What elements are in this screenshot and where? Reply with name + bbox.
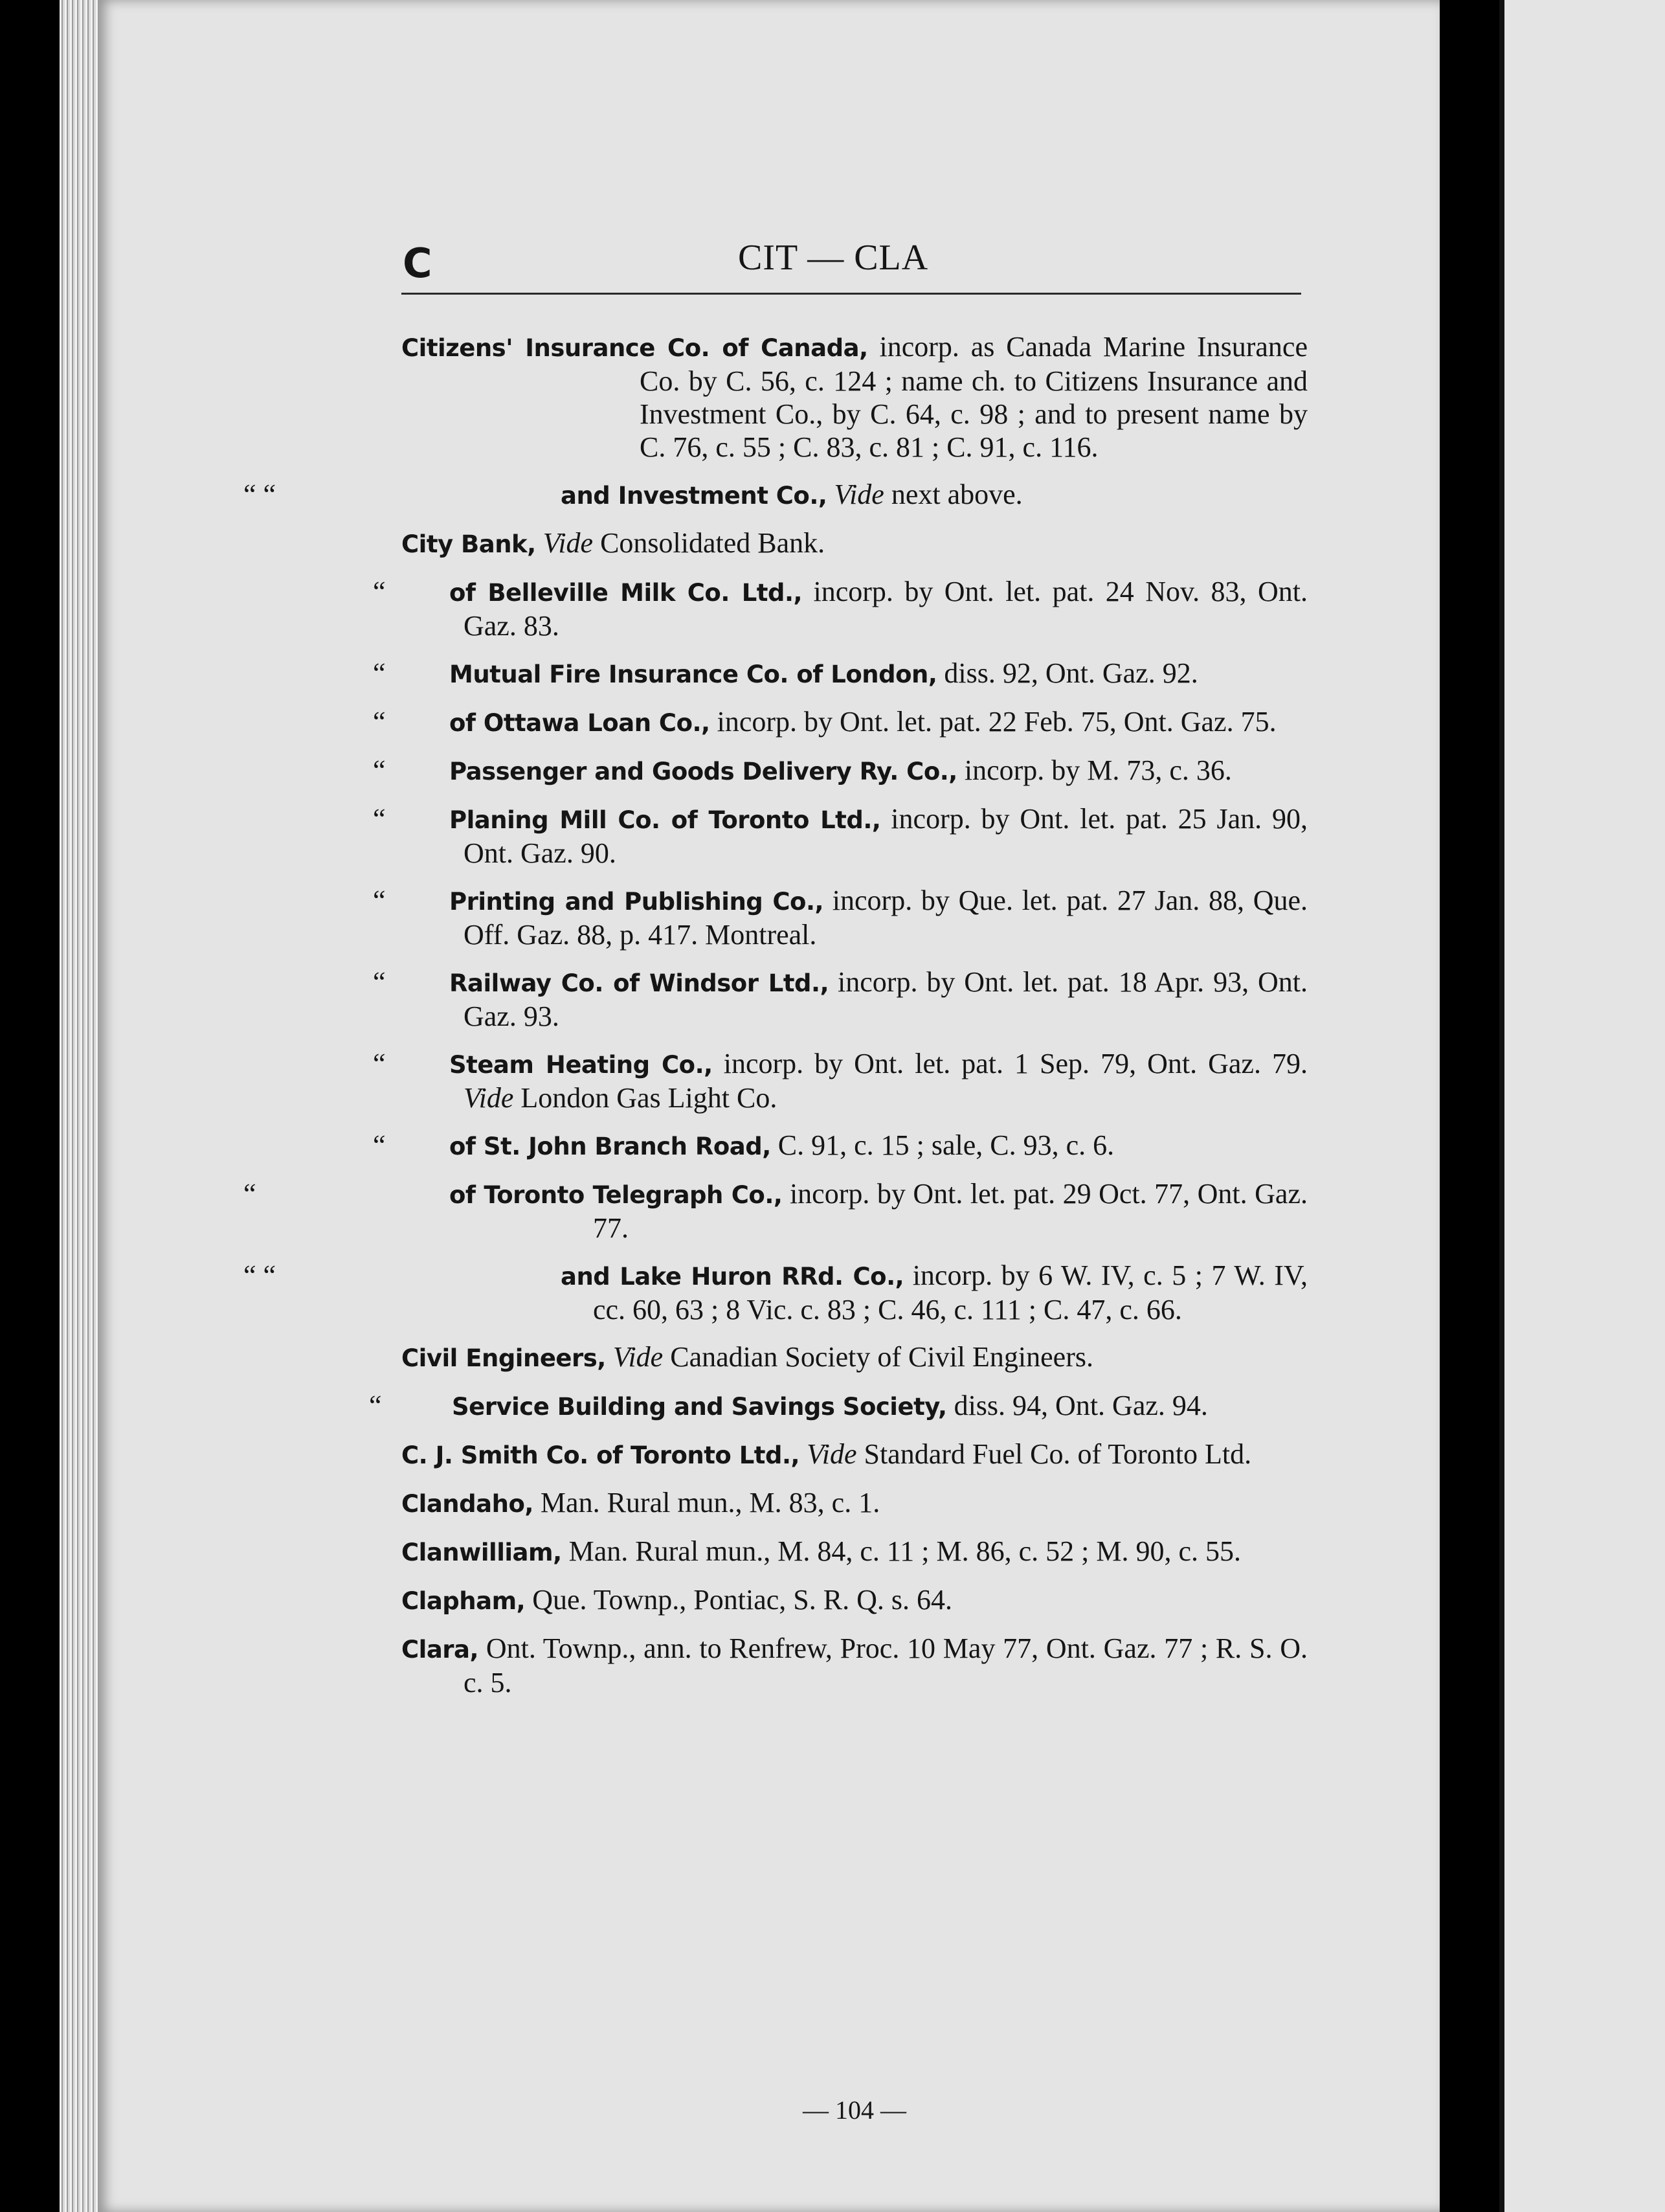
entry-head: Clandaho, (401, 1490, 533, 1518)
running-head: CIT — CLA (738, 238, 929, 278)
list-item (373, 965, 1308, 1033)
entry-text: Canadian Society of Civil Engineers. (663, 1341, 1093, 1373)
list-item (373, 754, 1308, 788)
ditto-mark: “ (373, 576, 386, 607)
entry-head: Steam Heating Co., (449, 1051, 713, 1079)
entry-text: incorp. by Ont. let. pat. 24 Nov. 83, Ont. Gaz. 83. (464, 576, 1308, 642)
entry-head: Clara, (401, 1636, 479, 1664)
list-item (373, 657, 1308, 691)
entry-text: incorp. as Canada Marine Insurance Co. by C. 56, c. 124 ; name ch. to Citizens Insurance and Investment Co., by C. 64, c. 98 ; and to present name by C. 76, c. 55 ; C. 83, c. 81 ; C. 91, c. 116. (640, 331, 1308, 463)
entry-text: Man. Rural mun., M. 84, c. 11 ; M. 86, c. 52 ; M. 90, c. 55. (561, 1535, 1242, 1567)
entry-text: incorp. by M. 73, c. 36. (957, 754, 1232, 786)
entry-text: incorp. by Ont. let. pat. 1 Sep. 79, Ont. Gaz. 79. (712, 1048, 1308, 1079)
entry-head: of Belleville Milk Co. Ltd., (449, 579, 803, 607)
ditto-mark: “ (373, 706, 386, 738)
header-rule (401, 293, 1301, 295)
page-content (243, 220, 1308, 2125)
ditto-mark: “ (373, 1048, 386, 1079)
entry-head: and Lake Huron RRd. Co., (561, 1263, 904, 1291)
entry-head: Railway Co. of Windsor Ltd., (449, 969, 829, 997)
entry-text: Consolidated Bank. (593, 527, 825, 559)
entry-list (243, 330, 1308, 1713)
entry-text: incorp. by Ont. let. pat. 22 Feb. 75, Ont. Gaz. 75. (710, 706, 1277, 738)
ditto-mark: “ “ (243, 479, 276, 510)
page-edges (60, 0, 98, 2212)
list-item (401, 1340, 1308, 1375)
entry-text: London Gas Light Co. (513, 1082, 777, 1114)
ditto-mark: “ (373, 966, 386, 998)
list-item (401, 526, 1308, 561)
entry-head: C. J. Smith Co. of Toronto Ltd., (401, 1441, 800, 1469)
entry-head: Service Building and Savings Society, (452, 1393, 947, 1421)
ditto-mark: “ (373, 803, 386, 835)
entry-text: diss. 92, Ont. Gaz. 92. (937, 657, 1198, 689)
entry-head: City Bank, (401, 530, 536, 558)
list-item (243, 1177, 1308, 1245)
entry-text: Man. Rural mun., M. 83, c. 1. (533, 1487, 880, 1518)
ditto-mark: “ (243, 1178, 256, 1210)
entry-head: of Toronto Telegraph Co., (449, 1181, 783, 1209)
entry-text: Ont. Townp., ann. to Renfrew, Proc. 10 May 77, Ont. Gaz. 77 ; R. S. O. c. 5. (464, 1632, 1308, 1699)
list-item (401, 1486, 1308, 1520)
list-item (401, 1583, 1308, 1618)
entry-head: Citizens' Insurance Co. of Canada, (401, 334, 868, 362)
entry-text: Standard Fuel Co. of Toronto Ltd. (856, 1438, 1252, 1470)
ditto-mark: “ (373, 754, 386, 786)
entry-text: Que. Townp., Pontiac, S. R. Q. s. 64. (525, 1584, 953, 1616)
entry-head: Clapham, (401, 1587, 526, 1615)
entry-text: C. 91, c. 15 ; sale, C. 93, c. 6. (770, 1129, 1115, 1161)
ditto-mark: “ (369, 1390, 382, 1421)
list-item (373, 1047, 1308, 1114)
entry-head: Clanwilliam, (401, 1539, 562, 1566)
entry-text: incorp. by Que. let. pat. 27 Jan. 88, Que. Off. Gaz. 88, p. 417. Montreal. (464, 885, 1308, 951)
entry-head: of St. John Branch Road, (449, 1133, 771, 1160)
list-item (373, 705, 1308, 739)
list-item (401, 1438, 1308, 1472)
entry-head: of Ottawa Loan Co., (449, 709, 710, 737)
list-item (373, 1129, 1308, 1163)
page-header (401, 220, 1308, 304)
entry-head: Passenger and Goods Delivery Ry. Co., (449, 758, 957, 785)
list-item (401, 1535, 1308, 1569)
list-item (401, 330, 1308, 464)
list-item (373, 884, 1308, 951)
list-item (243, 1259, 1308, 1326)
entry-head: Mutual Fire Insurance Co. of London, (449, 660, 937, 688)
list-item (401, 1632, 1308, 1699)
entry-text: incorp. by 6 W. IV, c. 5 ; 7 W. IV, cc. 60, 63 ; 8 Vic. c. 83 ; C. 46, c. 111 ; C. 47, c. 66. (593, 1259, 1308, 1326)
ditto-mark: “ “ (243, 1259, 276, 1291)
ditto-mark: “ (373, 657, 386, 689)
list-item (373, 802, 1308, 870)
list-item (243, 478, 1308, 512)
entry-head: Planing Mill Co. of Toronto Ltd., (449, 806, 881, 834)
vide-ref: Vide (834, 479, 884, 510)
entry-text: incorp. by Ont. let. pat. 29 Oct. 77, Ont. Gaz. 77. (593, 1178, 1308, 1244)
entry-text: diss. 94, Ont. Gaz. 94. (946, 1390, 1208, 1421)
ditto-mark: “ (373, 1129, 386, 1161)
entry-head: and Investment Co., (561, 482, 827, 510)
facing-page-edge (1499, 0, 1665, 2212)
vide-ref: Vide (612, 1341, 664, 1373)
ditto-mark: “ (373, 885, 386, 916)
list-item (373, 575, 1308, 642)
entry-head: Printing and Publishing Co., (449, 888, 824, 916)
entry-text: incorp. by Ont. let. pat. 18 Apr. 93, Ont. Gaz. 93. (464, 966, 1308, 1032)
entry-head: Civil Engineers, (401, 1344, 606, 1372)
vide-ref: Vide (464, 1082, 514, 1114)
vide-ref: Vide (807, 1438, 857, 1470)
vide-ref: Vide (542, 527, 594, 559)
list-item (369, 1389, 1308, 1423)
entry-text: next above. (884, 479, 1023, 510)
entry-text: incorp. by Ont. let. pat. 25 Jan. 90, Ont. Gaz. 90. (464, 803, 1308, 869)
page-number: — 104 — (803, 2095, 906, 2125)
section-letter: C (403, 240, 432, 287)
